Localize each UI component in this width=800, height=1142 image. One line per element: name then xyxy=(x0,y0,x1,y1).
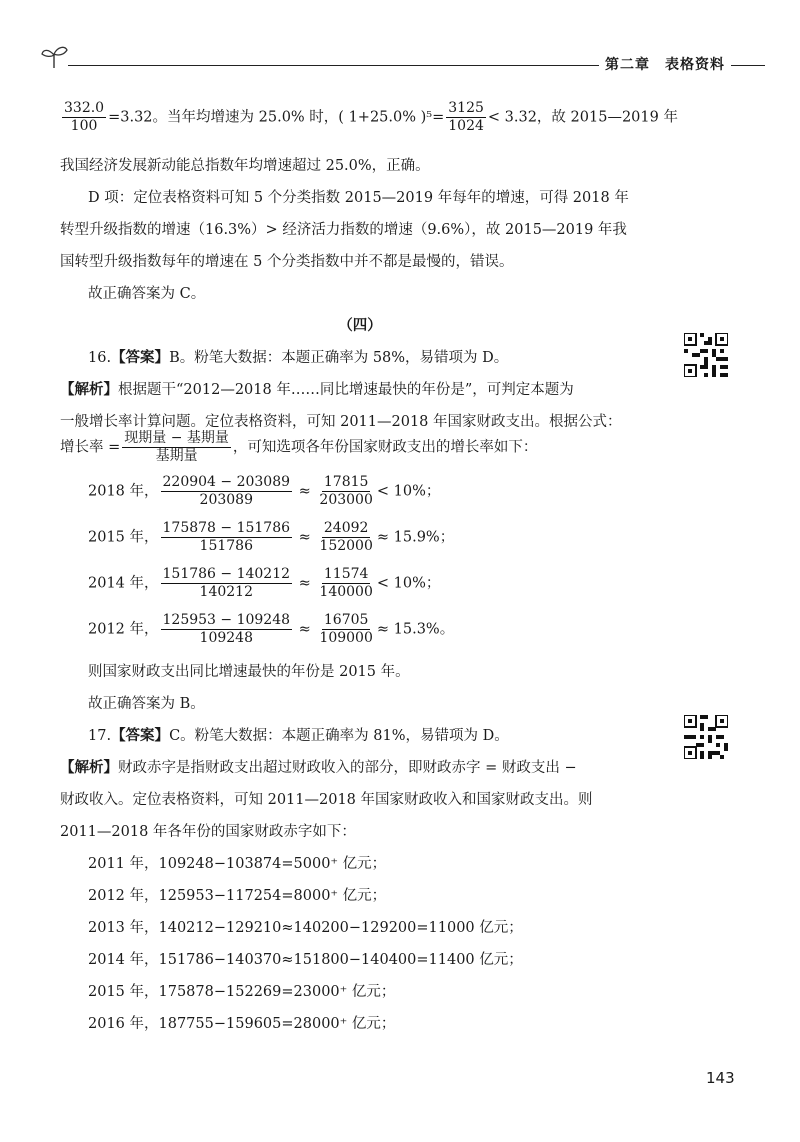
q16-analysis-2: 一般增长率计算问题。定位表格资料，可知 2011—2018 年国家财政支出。根据公式： xyxy=(60,414,622,430)
q16-row-2015: 2015 年， $\frac{175878 - 151786}{151786}$ ≈ $\frac{24092}{152000}$ ≈ 15.9%； xyxy=(88,520,455,554)
fraction: $\frac{332.0}{100}$ xyxy=(64,100,105,134)
fraction: $\frac{11574}{140000}$ xyxy=(319,566,373,600)
sprout-icon xyxy=(40,42,70,72)
page-number: 143 xyxy=(706,1069,735,1087)
fraction: $\frac{220904 - 203089}{203089}$ xyxy=(162,474,291,508)
fraction: $\frac{\text{现期量 − 基期量}}{\text{基期量}}$ xyxy=(124,430,229,464)
q16-analysis-1: 【解析】根据题干“2012—2018 年……同比增速最快的年份是”，可判定本题为 xyxy=(60,381,574,398)
qr-code-icon[interactable] xyxy=(684,715,728,759)
fraction: $\frac{125953 - 109248}{109248}$ xyxy=(162,612,291,646)
fraction: $\frac{175878 - 151786}{151786}$ xyxy=(162,520,291,554)
q17-analysis-2: 财政收入。定位表格资料，可知 2011—2018 年国家财政收入和国家财政支出。则 xyxy=(60,792,593,808)
intro-answer: 故正确答案为 C。 xyxy=(88,286,206,302)
q17-analysis-3: 2011—2018 年各年份的国家财政赤字如下： xyxy=(60,824,356,840)
section-heading: （四） xyxy=(338,317,382,334)
q16-answer-line: 16.【答案】B。粉笔大数据：本题正确率为 58%，易错项为 D。 xyxy=(88,349,509,366)
intro-line-4: 转型升级指数的增速（16.3%）> 经济活力指数的增速（9.6%），故 2015—2019 年我 xyxy=(60,222,627,238)
q17-item: 2013 年，140212−129210≈140200−129200=11000 亿元； xyxy=(88,920,523,936)
fraction: $\frac{17815}{203000}$ xyxy=(319,474,373,508)
fraction: $\frac{3125}{1024}$ xyxy=(448,100,484,134)
q16-row-2012: 2012 年， $\frac{125953 - 109248}{109248}$ ≈ $\frac{16705}{109000}$ ≈ 15.3%。 xyxy=(88,612,455,646)
q17-answer-line: 17.【答案】C。粉笔大数据：本题正确率为 81%，易错项为 D。 xyxy=(88,727,509,744)
q17-analysis-1: 【解析】财政赤字是指财政支出超过财政收入的部分，即财政赤字 = 财政支出 − xyxy=(60,759,577,776)
q16-conclusion: 则国家财政支出同比增速最快的年份是 2015 年。 xyxy=(88,664,410,680)
q17-item: 2015 年，175878−152269=23000⁺ 亿元； xyxy=(88,984,396,1000)
q17-item: 2012 年，125953−117254=8000⁺ 亿元； xyxy=(88,888,387,904)
intro-line-1: $\frac{332.0}{100}$ =3.32。当年均增速为 25.0% 时，( 1+25.0% )⁵= $\frac{3125}{1024}$ < 3.32，故 2015—2019 年 xyxy=(64,100,678,134)
qr-code-icon[interactable] xyxy=(684,333,728,377)
q16-row-2014: 2014 年， $\frac{151786 - 140212}{140212}$ ≈ $\frac{11574}{140000}$ < 10%； xyxy=(88,566,441,600)
intro-line-2: 我国经济发展新动能总指数年均增速超过 25.0%，正确。 xyxy=(60,158,430,174)
intro-line-3: D 项：定位表格资料可知 5 个分类指数 2015—2019 年每年的增速，可得 2018 年 xyxy=(88,190,629,206)
q17-item: 2014 年，151786−140370≈151800−140400=11400 亿元； xyxy=(88,952,523,968)
fraction: $\frac{16705}{109000}$ xyxy=(319,612,373,646)
q16-final-answer: 故正确答案为 B。 xyxy=(88,696,205,712)
chapter-title: 第二章 表格资料 xyxy=(599,54,731,74)
intro-line-5: 国转型升级指数每年的增速在 5 个分类指数中并不都是最慢的，错误。 xyxy=(60,254,514,270)
q16-row-2018: 2018 年， $\frac{220904 - 203089}{203089}$ ≈ $\frac{17815}{203000}$ < 10%； xyxy=(88,474,441,508)
running-header xyxy=(40,40,765,80)
q16-formula: 增长率 = $\frac{\text{现期量 − 基期量}}{\text{基期量}}$ ，可知选项各年份国家财政支出的增长率如下： xyxy=(60,430,538,464)
q17-item: 2011 年，109248−103874=5000⁺ 亿元； xyxy=(88,856,387,872)
q17-item: 2016 年，187755−159605=28000⁺ 亿元； xyxy=(88,1016,396,1032)
fraction: $\frac{151786 - 140212}{140212}$ xyxy=(162,566,291,600)
fraction: $\frac{24092}{152000}$ xyxy=(319,520,373,554)
